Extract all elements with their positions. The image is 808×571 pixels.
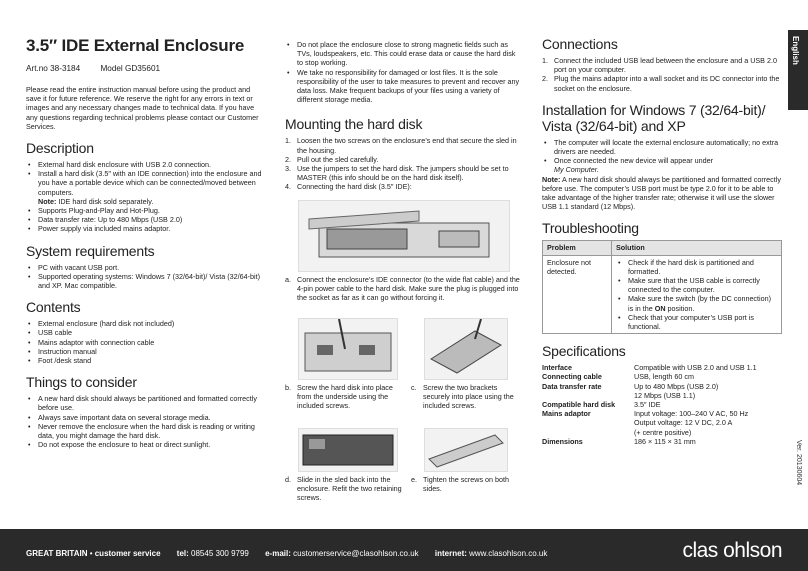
list-item: • Data transfer rate: Up to 480 Mbps (USB 2.0) bbox=[26, 215, 264, 224]
column-header-solution: Solution bbox=[612, 241, 782, 255]
list-item: • We take no responsibility for damaged or lost files. It is the sole responsibility of the user to take measures to prevent and recover any data loss. Make frequent backups of your files using a variety of different storage media. bbox=[285, 68, 521, 105]
list-item: • Foot /desk stand bbox=[26, 356, 264, 365]
troubleshooting-table bbox=[542, 240, 782, 334]
description-list bbox=[26, 160, 264, 234]
list-item bbox=[26, 169, 264, 206]
list-item: • External enclosure (hard disk not included) bbox=[26, 319, 264, 328]
footer-email[interactable]: customerservice@clasohlson.co.uk bbox=[293, 549, 419, 558]
intro-text: Please read the entire instruction manual before using the product and save it for future reference. We reserve the right for any errors in text or images and any necessary changes made to technical data. If you have any questions regarding technical problems please contact our Customer Services. bbox=[26, 85, 259, 131]
caption-a: a. Connect the enclosure’s IDE connector (to the wide flat cable) and the 4-pin power cable to the hard disk. Make sure the plug is plugged into the socket as far as it can go without forcing it. bbox=[285, 275, 520, 303]
list-item: • The computer will locate the external enclosure automatically; no extra drivers are needed. bbox=[542, 138, 784, 156]
figure-b bbox=[298, 318, 398, 380]
caption-d: d. Slide in the sled back into the enclosure. Refit the two retaining screws. bbox=[285, 475, 402, 503]
my-computer-text: My Computer. bbox=[554, 165, 599, 175]
list-item: • External hard disk enclosure with USB 2.0 connection. bbox=[26, 160, 264, 169]
figure-c bbox=[424, 318, 508, 380]
version-label: Ver. 20130604 bbox=[795, 440, 802, 486]
step-item: 2. Pull out the sled carefully. bbox=[285, 154, 379, 164]
column-left bbox=[26, 30, 264, 455]
table-row: Compatible hard disk 3.5″ IDE bbox=[542, 400, 661, 410]
connections-steps bbox=[542, 56, 784, 93]
footer-contact: GREAT BRITAIN • customer service tel: 08545 300 9799 e-mail: customerservice@clasohlson.co.uk internet: www.clasohlson.co.uk bbox=[26, 549, 548, 558]
mounting-steps bbox=[285, 136, 521, 191]
list-item: • Instruction manual bbox=[26, 347, 264, 356]
step-item: 3. Use the jumpers to set the hard disk. The jumpers should be set to MASTER (this info should be on the hard disk itself). bbox=[285, 164, 509, 183]
list-item: • A new hard disk should always be partitioned and formatted correctly before use. bbox=[26, 394, 264, 412]
table-row: Connecting cable USB, length 60 cm bbox=[542, 372, 694, 382]
list-item: • Make sure that the USB cable is correctly connected to the computer. bbox=[616, 276, 777, 294]
article-info bbox=[26, 64, 264, 73]
footer-country: GREAT BRITAIN bbox=[26, 549, 88, 558]
language-label: English bbox=[791, 36, 800, 65]
sysreq-heading: System requirements bbox=[26, 242, 155, 259]
brand-logo: clas ohlson bbox=[682, 539, 782, 562]
specs-table bbox=[542, 363, 784, 446]
install-list bbox=[542, 138, 784, 175]
list-item: • Make sure the switch (by the DC connection) is in the ON position. bbox=[616, 294, 777, 312]
figure-a bbox=[298, 200, 510, 272]
hard-disk-illustration bbox=[299, 201, 509, 271]
contents-list bbox=[26, 319, 264, 365]
footer-tel: 08545 300 9799 bbox=[191, 549, 249, 558]
column-middle bbox=[285, 30, 521, 198]
note-text: IDE hard disk sold separately. bbox=[56, 196, 154, 206]
enclosure-illustration bbox=[299, 429, 397, 471]
table-row: Mains adaptor Input voltage: 100–240 V AC, 50 Hz Output voltage: 12 V DC, 2.0 A (+ centre positive) bbox=[542, 409, 749, 437]
solution-cell bbox=[612, 255, 782, 334]
consider-heading: Things to consider bbox=[26, 374, 137, 391]
specs-heading: Specifications bbox=[542, 343, 626, 360]
list-item: • Always save important data on several storage media. bbox=[26, 413, 264, 422]
screw-illustration bbox=[299, 319, 397, 379]
contents-heading: Contents bbox=[26, 299, 81, 316]
list-item: • Supported operating systems: Windows 7 (32/64-bit)/ Vista (32/64-bit) and XP. Mac compatible. bbox=[26, 272, 264, 290]
footer bbox=[0, 529, 808, 571]
list-item: • Supports Plug-and-Play and Hot-Plug. bbox=[26, 206, 264, 215]
step-item: 4. Connecting the hard disk (3.5″ IDE): bbox=[285, 182, 412, 192]
list-item-text: Install a hard disk (3.5″ with an IDE connection) into the enclosure and you have a portable device which can be connected/moved between computers. bbox=[38, 169, 262, 197]
consider-list bbox=[26, 394, 264, 449]
footer-service: customer service bbox=[94, 549, 161, 558]
mounting-heading: Mounting the hard disk bbox=[285, 116, 423, 133]
list-item: • USB cable bbox=[26, 328, 264, 337]
list-item: • PC with vacant USB port. bbox=[26, 263, 264, 272]
list-item: • Do not place the enclosure close to strong magnetic fields such as TVs, loudspeakers, etc. This could erase data or cause the hard disk to stop working. bbox=[285, 40, 521, 68]
consider-list-cont bbox=[285, 40, 521, 104]
caption-b: b. Screw the hard disk into place from the underside using the included screws. bbox=[285, 383, 393, 411]
step-item: 2. Plug the mains adaptor into a wall socket and its DC connector into the socket on the enclosure. bbox=[542, 74, 780, 93]
column-header-problem: Problem bbox=[543, 241, 612, 255]
list-item: • Mains adaptor with connection cable bbox=[26, 338, 264, 347]
figure-e bbox=[424, 428, 508, 472]
caption-e: e. Tighten the screws on both sides. bbox=[411, 475, 510, 494]
caption-c: c. Screw the two brackets securely into place using the included screws. bbox=[411, 383, 514, 411]
step-item: 1. Loosen the two screws on the enclosure’s end that secure the sled in the housing. bbox=[285, 136, 517, 155]
enclosure-side-illustration bbox=[425, 429, 507, 471]
list-item: • Never remove the enclosure when the hard disk is reading or writing data, you might damage the hard disk. bbox=[26, 422, 264, 440]
connections-heading: Connections bbox=[542, 36, 618, 52]
language-tab bbox=[788, 30, 808, 110]
list-item: • Once connected the new device will appear under My Computer. bbox=[542, 156, 784, 174]
install-heading: Installation for Windows 7 (32/64-bit)/ Vista (32/64-bit) and XP bbox=[542, 101, 766, 134]
bracket-illustration bbox=[425, 319, 507, 379]
description-heading: Description bbox=[26, 140, 94, 157]
column-right bbox=[542, 30, 784, 446]
troubleshooting-heading: Troubleshooting bbox=[542, 220, 639, 237]
article-number: Art.no 38-3184 bbox=[26, 64, 81, 73]
list-item: • Check if the hard disk is partitioned and formatted. bbox=[616, 258, 777, 276]
note-label: Note: bbox=[38, 196, 57, 206]
model-number: Model GD35601 bbox=[100, 64, 161, 73]
step-item: 1. Connect the included USB lead between the enclosure and a USB 2.0 port on your computer. bbox=[542, 56, 777, 75]
table-row: Interface Compatible with USB 2.0 and USB 1.1 bbox=[542, 363, 757, 373]
list-item: • Power supply via included mains adaptor. bbox=[26, 224, 264, 233]
list-item: • Check that your computer’s USB port is functional. bbox=[616, 313, 777, 331]
install-note: Note: A new hard disk should always be partitioned and formatted correctly before use. The computer’s USB port must be type 2.0 for it to be able to take advantage of the higher transfer rate; otherwise it will use the slower USB 1.1 standard (12 Mbps). bbox=[542, 174, 781, 212]
footer-website[interactable]: www.clasohlson.co.uk bbox=[469, 549, 548, 558]
table-row: Data transfer rate Up to 480 Mbps (USB 2.0) 12 Mbps (USB 1.1) bbox=[542, 381, 719, 400]
table-row bbox=[543, 255, 782, 334]
sysreq-list bbox=[26, 263, 264, 291]
list-item: • Do not expose the enclosure to heat or direct sunlight. bbox=[26, 440, 264, 449]
problem-cell: Enclosure not detected. bbox=[543, 255, 612, 334]
table-row: Dimensions 186 × 115 × 31 mm bbox=[542, 436, 696, 446]
figure-d bbox=[298, 428, 398, 472]
document-title: 3.5″ IDE External Enclosure bbox=[26, 36, 245, 55]
